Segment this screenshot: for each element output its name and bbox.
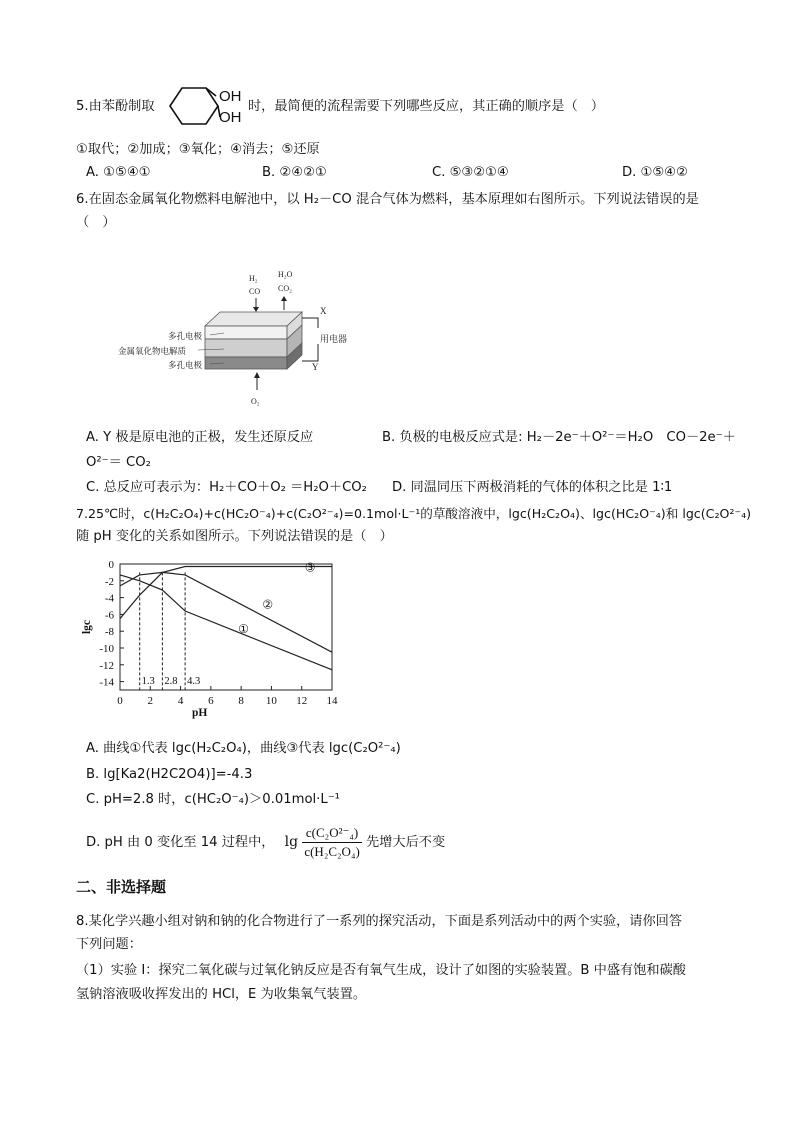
q5-stem-before: 5.由苯酚制取 xyxy=(76,99,155,114)
x-tick-label: 12 xyxy=(296,695,308,707)
x-tick-label: 0 xyxy=(117,695,123,707)
q7-option-d-fraction xyxy=(302,824,361,860)
q6-option-d: D. 同温同压下两极消耗的气体的体积之比是 1∶1 xyxy=(392,480,673,495)
q6-option-c: C. 总反应可表示为：H₂＋CO＋O₂ ＝H₂O＋CO₂ xyxy=(86,480,367,495)
lgc-ph-chart xyxy=(80,554,360,726)
q7-option-d-after: 先增大后不变 xyxy=(366,835,446,851)
series-label-1: ① xyxy=(238,621,249,636)
q5-option-d: D. ①⑤④② xyxy=(622,165,688,180)
label-x: X xyxy=(320,306,327,316)
series-label-3: ③ xyxy=(304,560,316,575)
label-h2o: H₂O xyxy=(278,270,293,279)
q7-stem-line1: 7.25℃时，c(H₂C₂O₄)+c(HC₂O⁻₄)+c(C₂O²⁻₄)=0.1mol·L⁻¹的草酸溶液中，lgc(H₂C₂O₄)、lgc(HC₂O⁻₄)和 lgc(C₂O²⁻₄) xyxy=(76,506,752,521)
top-electrode-layer xyxy=(205,326,287,339)
x-tick-label: 8 xyxy=(238,695,244,707)
q6-option-a: A. Y 极是原电池的正极，发生还原反应 xyxy=(86,430,314,445)
label-top-electrode: 多孔电极 xyxy=(168,332,203,342)
y-tick-label: -4 xyxy=(104,592,114,605)
series-line-2 xyxy=(120,572,332,652)
label-device: 用电器 xyxy=(320,335,348,345)
y-tick-label: -10 xyxy=(99,643,114,655)
q6-option-b: B. 负极的电极反应式是: H₂－2e⁻＋O²⁻＝H₂O CO－2e⁻＋ xyxy=(382,430,736,445)
q5-option-b: B. ②④②① xyxy=(262,165,327,180)
q7-option-d-numerator: c(C₂O²⁻₄) xyxy=(302,824,361,843)
x-tick-label: 6 xyxy=(208,695,214,707)
q6-stem-line1: 6.在固态金属氧化物燃料电解池中，以 H₂－CO 混合气体为燃料，基本原理如右图所示。下列说法错误的是 xyxy=(76,192,699,207)
label-electrolyte: 金属氧化物电解质 xyxy=(118,347,187,357)
x-tick-label: 10 xyxy=(265,695,277,707)
q7-stem-line2: 随 pH 变化的关系如图所示。下列说法错误的是（ ） xyxy=(76,529,393,544)
q7-option-b: B. lg[Ka2(H2C2O4)]=-4.3 xyxy=(86,767,253,782)
electrolyte-layer xyxy=(205,339,287,357)
fuel-cell-figure xyxy=(112,262,372,412)
q8-stem-line1: 8.某化学兴趣小组对钠和钠的化合物进行了一系列的探究活动，下面是系列活动中的两个实验，请你回答 xyxy=(76,914,683,929)
cyclohexanediol-structure xyxy=(162,82,248,130)
label-co2: CO₂ xyxy=(278,284,292,293)
q7-option-d xyxy=(86,824,445,860)
bottom-electrode-layer xyxy=(205,357,287,369)
x-tick-label: 4 xyxy=(177,695,184,707)
arrow-in-top-head xyxy=(253,307,259,312)
guide-label: 1.3 xyxy=(141,676,155,687)
guide-label: 2.8 xyxy=(164,676,178,687)
y-axis-label: lgc xyxy=(81,619,93,635)
q5-option-c: C. ⑤③②①④ xyxy=(432,165,509,180)
q8-stem-line2: 下列问题： xyxy=(76,937,142,952)
section-title: 二、非选择题 xyxy=(76,878,167,896)
wire-x xyxy=(302,318,318,328)
q6-stem-line2: （ ） xyxy=(76,215,116,230)
x-tick-label: 2 xyxy=(147,695,154,707)
q7-option-a: A. 曲线①代表 lgc(H₂C₂O₄)，曲线③代表 lgc(C₂O²⁻₄) xyxy=(86,741,401,756)
q5-stem-after: 时，最简便的流程需要下列哪些反应，其正确的顺序是（ ） xyxy=(248,99,605,114)
q5-reactions: ①取代；②加成；③氧化；④消去；⑤还原 xyxy=(76,142,320,157)
y-tick-label: 0 xyxy=(108,559,114,571)
hexagon-ring xyxy=(170,88,218,124)
y-tick-label: -2 xyxy=(104,575,114,588)
label-co: CO xyxy=(249,287,261,296)
x-axis-label: pH xyxy=(192,707,208,719)
oh-label-1: OH xyxy=(219,88,242,105)
x-tick-label: 14 xyxy=(326,695,338,707)
q8-part1-line2: 氢钠溶液吸收挥发出的 HCl，E 为收集氧气装置。 xyxy=(76,987,367,1002)
series-line-1 xyxy=(120,575,332,670)
q6-option-b-cont: O²⁻＝ CO₂ xyxy=(86,455,151,470)
label-h2: H₂ xyxy=(249,274,258,283)
y-tick-label: -8 xyxy=(104,626,114,639)
label-o2: O₂ xyxy=(251,397,260,406)
arrow-in-bottom-head xyxy=(254,372,260,378)
guide-label: 4.3 xyxy=(187,676,201,687)
y-tick-label: -6 xyxy=(104,609,114,622)
series-line-3 xyxy=(120,567,332,619)
label-y: Y xyxy=(312,362,319,372)
wire-y-2 xyxy=(302,352,318,361)
q7-option-d-denominator: c(H₂C₂O₄) xyxy=(304,843,360,859)
q7-option-c: C. pH=2.8 时，c(HC₂O⁻₄)＞0.01mol·L⁻¹ xyxy=(86,792,340,807)
arrow-out-top-head xyxy=(281,296,287,301)
y-tick-label: -12 xyxy=(99,659,114,672)
q8-part1-line1: （1）实验 I：探究二氧化碳与过氧化钠反应是否有氧气生成，设计了如图的实验装置。B 中盛有饱和碳酸 xyxy=(76,963,686,978)
q7-option-d-lg: lg xyxy=(284,834,299,851)
oh-label-2: OH xyxy=(219,109,242,126)
q7-option-d-before: D. pH 由 0 变化至 14 过程中， xyxy=(86,835,275,851)
series-label-2: ② xyxy=(262,597,274,612)
block-top-face xyxy=(205,312,302,326)
label-bottom-electrode: 多孔电极 xyxy=(168,361,203,371)
q5-option-a: A. ①⑤④① xyxy=(86,165,151,180)
y-tick-label: -14 xyxy=(99,676,114,689)
